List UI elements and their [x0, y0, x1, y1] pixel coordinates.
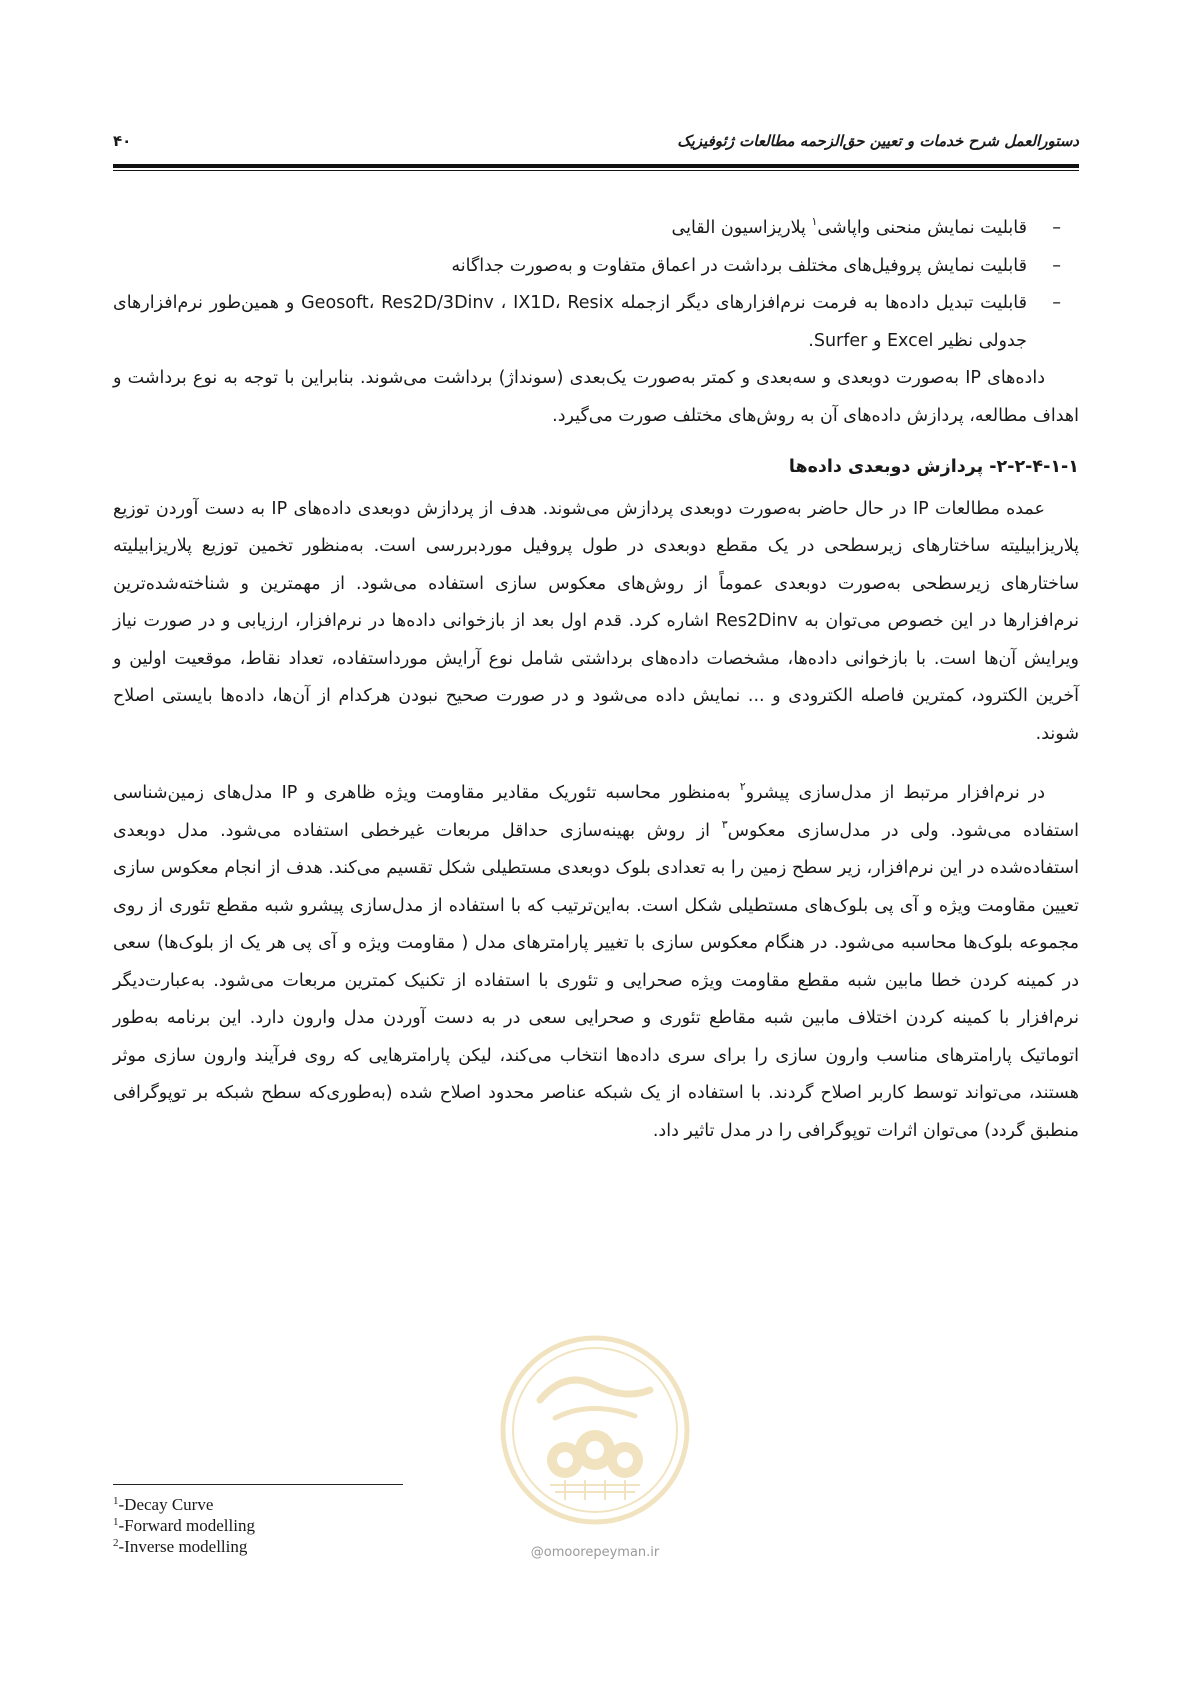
bullet-item — [113, 210, 1079, 248]
footnote-separator — [113, 1484, 403, 1485]
footnote-number: 2 — [113, 1537, 119, 1549]
footnotes — [113, 1494, 513, 1557]
footnote-item — [113, 1536, 513, 1557]
main-body — [113, 210, 1079, 1150]
footnote-item — [113, 1515, 513, 1536]
bullet-text: قابلیت تبدیل داده‌ها به فرمت نرم‌افزارهای دیگر ازجمله Geosoft، Res2D/3Dinv ، IX1D، Resix و همین‌طور نرم‌افزارهای جدولی نظیر Excel و Surfer. — [113, 293, 1028, 351]
watermark-logo — [495, 1330, 695, 1530]
section-number: ۲-۲-۴-۱-۱ — [996, 457, 1079, 477]
section-heading — [113, 449, 1079, 487]
paragraph-modelling — [113, 775, 1079, 1150]
bullet-text: قابلیت نمایش پروفیل‌های مختلف برداشت در اعماق متفاوت و به‌صورت جداگانه — [451, 255, 1027, 276]
page-number: ۴۰ — [113, 132, 132, 150]
bullet-text: قابلیت نمایش منحنی واپاشی — [817, 218, 1027, 238]
footnote-number: 1 — [113, 1516, 119, 1528]
footnote-marker: ۱ — [811, 215, 818, 228]
paragraph-2d-processing: عمده مطالعات IP در حال حاضر به‌صورت دوبعدی پردازش می‌شوند. هدف از پردازش دوبعدی داده‌های IP به دست آوردن توزیع پلاریزابیلیته ساختارهای زیرسطحی در یک مقطع دوبعدی در طول پروفیل موردبررسی است. به‌منظور تخمین توزیع پلاریزابیلیته ساختارهای زیرسطحی به‌صورت دوبعدی عموماً از روش‌های معکوس سازی استفاده می‌شود. از مهمترین و شناخته‌شده‌ترین نرم‌افزارها در این خصوص می‌توان به Res2Dinv اشاره کرد. قدم اول بعد از بازخوانی داده‌ها در نرم‌افزار، ارزیابی و در صورت نیاز ویرایش آن‌ها است. با بازخوانی داده‌ها، مشخصات داده‌های برداشتی شامل نوع آرایش مورداستفاده، تعداد نقاط، موقعیت اولین و آخرین الکترود، کمترین فاصله الکترودی و ... نمایش داده می‌شود و در صورت صحیح نبودن هرکدام از آن‌ها، داده‌ها بایستی اصلاح شوند. — [113, 498, 1079, 744]
footnote-number: 1 — [113, 1495, 119, 1507]
bullet-text-continued: پلاریزاسیون القایی — [671, 218, 812, 238]
paragraph-text: به‌منظور محاسبه تئوریک مقادیر مقاومت ویژه ظاهری و IP مدل‌های زمین‌شناسی استفاده می‌شود. ولی در مدل‌سازی معکوس — [113, 783, 1079, 841]
page-header — [113, 128, 1079, 158]
section-title: - پردازش دوبعدی داده‌ها — [788, 457, 997, 477]
watermark-url: @omoorepeyman.ir — [530, 1545, 660, 1560]
paragraph-text: در نرم‌افزار مرتبط از مدل‌سازی پیشرو — [745, 783, 1045, 803]
footnote-item — [113, 1494, 513, 1515]
bullet-item — [113, 285, 1079, 360]
header-rule-thick — [113, 164, 1079, 168]
intro-paragraph: داده‌های IP به‌صورت دوبعدی و سه‌بعدی و کمتر به‌صورت یک‌بعدی (سونداژ) برداشت می‌شوند. بنابراین با توجه به نوع برداشت و اهداف مطالعه، پردازش داده‌های آن به روش‌های مختلف صورت می‌گیرد. — [113, 368, 1079, 426]
header-rule-thin — [113, 170, 1079, 171]
running-title: دستورالعمل شرح خدمات و تعیین حق‌الزحمه مطالعات ژئوفیزیک — [677, 132, 1079, 150]
footnote-marker: ۳ — [721, 817, 728, 831]
bullet-item — [113, 248, 1079, 286]
dash-bullet-icon: – — [1052, 218, 1061, 238]
footnote-text: -Inverse modelling — [118, 1537, 248, 1556]
footnote-text: -Decay Curve — [118, 1495, 214, 1514]
footnote-marker: ۲ — [739, 780, 746, 793]
footnote-text: -Forward modelling — [118, 1516, 255, 1535]
paragraph-text: از روش بهینه‌سازی حداقل مربعات غیرخطی استفاده می‌شود. مدل دوبعدی استفاده‌شده در این نرم‌افزار، زیر سطح زمین را به تعدادی بلوک دوبعدی مستطیلی شکل تقسیم می‌کند. هدف از انجام معکوس سازی تعیین مقاومت ویژه و آی پی بلوک‌های مستطیلی شکل است. به‌این‌ترتیب که با استفاده از مدل‌سازی پیشرو شبه مقطع تئوری از روی مجموعه بلوک‌ها محاسبه می‌شود. در هنگام معکوس سازی با تغییر پارامترهای مدل ( مقاومت ویژه و آی پی هر یک از بلوک‌ها) سعی در کمینه کردن خطا مابین شبه مقطع مقاومت ویژه صحرایی و تئوری با استفاده از تکنیک کمترین مربعات می‌شود. به‌عبارت‌دیگر نرم‌افزار با کمینه کردن اختلاف مابین شبه مقاطع تئوری و صحرایی سعی در به دست آوردن مدل وارون دارد. این برنامه به‌طور اتوماتیک پارامترهای مناسب وارون سازی را برای سری داده‌ها انتخاب می‌کند، لیکن پارامترهایی که روی فرآیند وارون سازی موثر هستند، می‌تواند توسط کاربر اصلاح گردند. با استفاده از یک شبکه عناصر محدود اصلاح شده (به‌طوری‌که سطح شبکه بر توپوگرافی منطبق گردد) می‌توان اثرات توپوگرافی را در مدل تاثیر داد. — [113, 820, 1079, 1141]
dash-bullet-icon: – — [1052, 255, 1061, 276]
dash-bullet-icon: – — [1052, 293, 1061, 313]
